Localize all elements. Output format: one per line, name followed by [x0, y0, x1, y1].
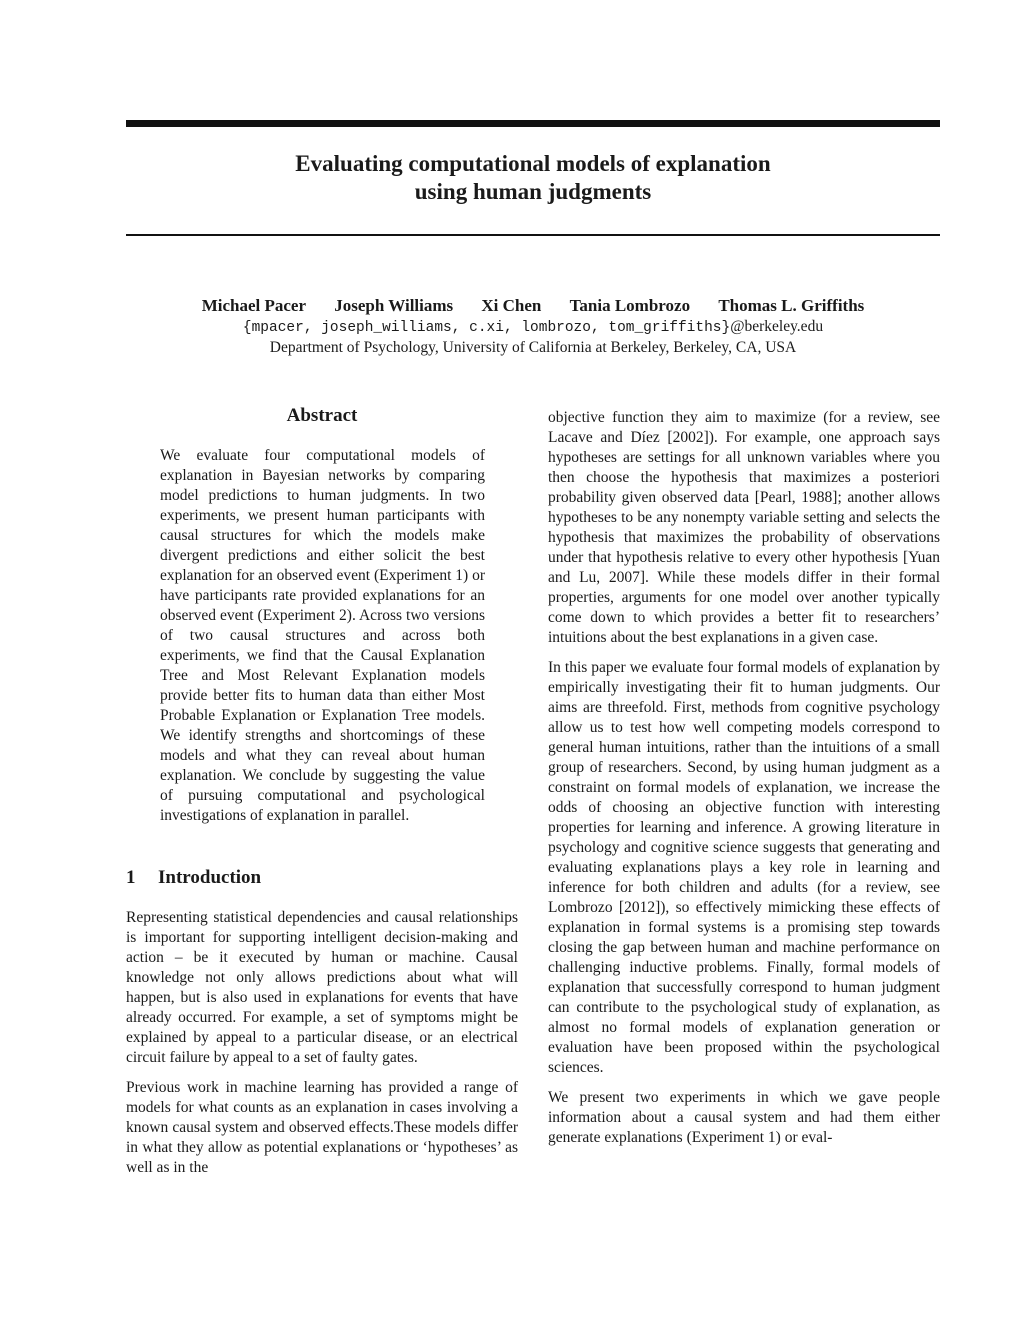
author-name: Joseph Williams — [334, 296, 454, 315]
title-line-2: using human judgments — [414, 179, 652, 204]
affiliation: Department of Psychology, University of California at Berkeley, Berkeley, CA, USA — [269, 339, 797, 356]
intro-paragraph-2: Previous work in machine learning has provided a range of models for what counts as an explanation in cases involving a known causal system and observed effects.These models differ in what they allow as potential explanations or ‘hypotheses’ as well as in the — [126, 1079, 518, 1176]
author-name: Thomas L. Griffiths — [718, 296, 865, 315]
right-column — [548, 408, 940, 1158]
paper-title — [126, 150, 940, 206]
author-emails — [126, 317, 940, 338]
author-name: Xi Chen — [481, 296, 542, 315]
author-name: Michael Pacer — [201, 296, 307, 315]
section-heading-introduction — [126, 866, 518, 890]
title-rule-top — [126, 120, 940, 127]
section-number: 1 — [126, 867, 136, 888]
right-paragraph-2: In this paper we evaluate four formal models of explanation by empirically investigating their fit to human judgments. Our aims are threefold. First, methods from cognitive psychology allow us to test how well competing models correspond to general human intuitions, rather than the intuitions of a small group of researchers. Second, by using human judgment as a constraint on formal models of explanation, we increase the odds of choosing an objective function with interesting properties for learning and inference. A growing literature in psychology and cognitive science suggests that generating and evaluating explanations plays a key role in learning and inference for both children and adults (for a review, see Lombrozo [2012]), so effectively mimicking these effects of explanation in formal systems is a promising step towards closing the gap between human and machine performance on challenging inductive problems. Finally, formal models of explanation that successfully correspond to human judgment can contribute to the psychological study of explanation, as almost no formal models of explanation generation or evaluation have been proposed within the psychological sciences. — [548, 659, 940, 1076]
author-name: Tania Lombrozo — [569, 296, 691, 315]
left-column — [126, 400, 518, 1188]
abstract-heading: Abstract — [286, 405, 358, 426]
email-domain: @berkeley.edu — [730, 318, 824, 335]
right-paragraph-1: objective function they aim to maximize (for a review, see Lacave and Díez [2002]). For example, one approach says hypotheses are settings for all unknown variables where you then choose the hypothesis that maximizes a posteriori probability given observed data [Pearl, 1988]; another allows hypotheses to be any nonempty variable setting and selects the hypothesis that maximizes the probability of observations under that hypothesis relative to every other hypothesis [Yuan and Lu, 2007]. While these models differ in their formal properties, arguments for one model over another typically come down to which provides a better fit to researchers’ intuitions about the best explanations in a given case. — [548, 409, 940, 646]
email-usernames: {mpacer, joseph_williams, c.xi, lombrozo, tom_griffiths} — [242, 320, 731, 336]
author-list — [126, 295, 940, 317]
intro-paragraph-1: Representing statistical dependencies and causal relationships is important for supporting intelligent decision-making and action – be it executed by human or machine. Causal knowledge not only allows predictions about what will happen, but is also used in explanations for events that have already occurred. For example, a set of symptoms might be explained by appeal to a particular disease, or an electrical circuit failure by appeal to a set of faulty gates. — [126, 909, 518, 1066]
right-paragraph-3: We present two experiments in which we gave people information about a causal system and had them either generate explanations (Experiment 1) or eval- — [548, 1089, 940, 1146]
title-rule-bottom — [126, 234, 940, 236]
title-line-1: Evaluating computational models of explanation — [295, 151, 771, 176]
section-title: Introduction — [158, 867, 262, 888]
abstract-text: We evaluate four computational models of explanation in Bayesian networks by comparing model predictions to human judgments. In two experiments, we present human participants with causal structures for which the models make divergent predictions and either solicit the best explanation for an observed event (Experiment 1) or have participants rate provided explanations for an observed event (Experiment 2). Across two versions of two causal structures and across both experiments, we find that the Causal Explanation Tree and Most Relevant Explanation models provide better fits to human data than either Most Probable Explanation or Explanation Tree models. We identify strengths and shortcomings of these models and what they can reveal about human explanation. We conclude by suggesting the value of pursuing computational and psychological investigations of explanation in parallel. — [160, 447, 485, 824]
